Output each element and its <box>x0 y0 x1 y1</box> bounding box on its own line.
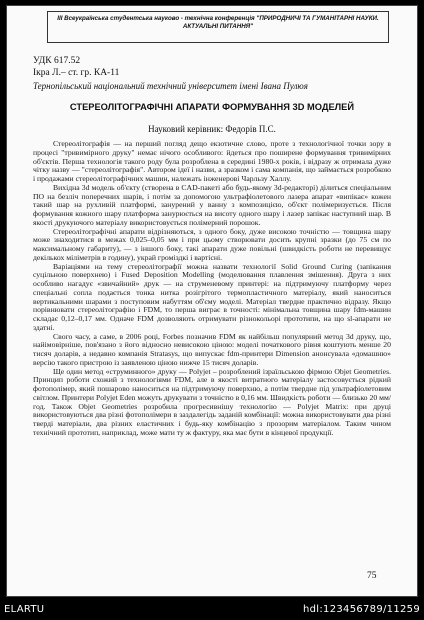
article-title: СТЕРЕОЛІТОГРАФІЧНІ АПАРАТИ ФОРМУВАННЯ 3D МОДЕЛЕЙ <box>69 102 355 112</box>
conference-header-line1: ІІІ Всеукраїнська студентська науково - технічна конференція "ПРИРОДНИЧІ ТА ГУМАНІТАРНІ НАУКИ. <box>57 15 379 22</box>
paragraph: Ще один метод «струминного» друку — Polyjet – розроблений ізраїльською фірмою Objet Geometries. Принцип роботи схожий з технологіями FDM, але в якості витратного матеріалу застосовується рідкий фотополімер, який пошарово наноситься на підтримуючу поверхню, а потім твердне під ультрафіолетовим світлом. Принтери Polyjet Eden можуть друкувати з точністю в 0,16 мм. Швидкість роботи — близько 20 мм/год. Також Objet Geometries розробила прогресивнішу технологію — Polyjet Matrix: при друці використовуються два різні фотополімери в заздалегідь заданій комбінації: можна використовувати два різні тверді матеріали, два різних еластичних і будь-яку комбінацію з прозорим матеріалом. Таким чином технічний прототип, наприклад, може мати ту ж фактуру, яка має бути в кінцевої продукції. <box>33 366 391 437</box>
udk-code: УДК 617.52 <box>33 56 81 66</box>
affiliation: Тернопільський національний технічний університет імені Івана Пулюя <box>33 81 308 91</box>
article-body <box>33 140 391 438</box>
paragraph: Стереолітографія — на перший погляд дещо екзотичне слово, проте з технологічної точки зору в процесі "тривимірного друку" немає нічого особливого: йдеться про поширене формування тривимірних об'єктів. Перша технологія такого роду була розроблена в середині 1980-х років, і відразу ж отримала дуже чітку назву — "стереолітографія". Автором ідеї і назви, а зразком і сама компанія, що займається розробкою і продажами стереолітографічних машин, належать інженерові Чарльзу Халлу. <box>33 139 391 183</box>
author-line: Ікра Л.– ст. гр. КА-11 <box>33 68 120 78</box>
paragraph: Стереолітографічні апарати відрізняються, з одного боку, дуже високою точністю — товщина шару може знаходитися в межах 0,025–0,05 мм і при цьому створювати досить крупні зразки (до 75 см по максимальному габариту), — з іншого боку, такі апарати дуже повільні (швидкість роботи не перевищує декількох міліметрів в годину), украй громіздкі і вартісні. <box>33 226 391 262</box>
conference-header <box>47 11 389 43</box>
paragraph: Варіаціями на тему стереолітографії можна назвати технології Solid Ground Curing (запікання суцільною поверхнею) і Fused Deposition Modelling (моделювання плавлення змішення). Друга з них особливо нагадує «звичайний» друк — на струменевому принтері: на підтримуючу платформу через спеціальні сопла подається тонка нитка розігрітого термопластичного матеріалу, який наноситься вертикальними шарами з поступовим набуттям об'єму моделі. Матеріал твердне практично відразу. Якщо порівнювати стереолітографію і FDM, то першa виграє в точності: мінімальна товщина шару fdm-машин складає 0,12–0,17 мм. Одначе FDM дозволяють отримувати різнокольорі прототипи, на що sl-апарати не здатні. <box>33 261 391 332</box>
supervisor-line: Науковий керівник: Федорів П.С. <box>148 124 276 134</box>
conference-header-line2: АКТУАЛЬНІ ПИТАННЯ" <box>182 23 254 30</box>
document-page <box>6 5 418 597</box>
page-number: 75 <box>367 571 377 581</box>
paragraph: Вихідна 3d модель об'єкту (створена в CAD-пакеті або будь-якому 3d-редакторі) ділиться спеціальним ПО на безліч поперечних шарів, і потім за допомогою ультрафіолетового лазера апарат «випікає» кожен такий шар на рухливій платформі, занурений у ванну з композицією, об'єкт полімеризується. Після формування кожного шару платформа занурюється на висоту одного шару і лазер запікає наступний шар. В якості друкуючого матеріалу використовується полімерний порошок. <box>33 182 391 227</box>
paragraph: Свого часу, а саме, в 2006 році, Forbes позначив FDM як найбільш популярний метод 3d друку, що, найімовірніше, пов'язано з його відносно невисокою ціною: моделі початкового рівня коштують менше 20 тисяч доларів, а недавно компанія Stratasys, що випускає fdm-принтери Dimension анонсувала «домашню» версію такого пристрою із заявленою ціною нижче 15 тисяч доларів. <box>33 331 391 367</box>
footer-repository-label: ELARTU <box>4 604 45 615</box>
footer-handle[interactable]: hdl:123456789/11259 <box>303 604 420 615</box>
